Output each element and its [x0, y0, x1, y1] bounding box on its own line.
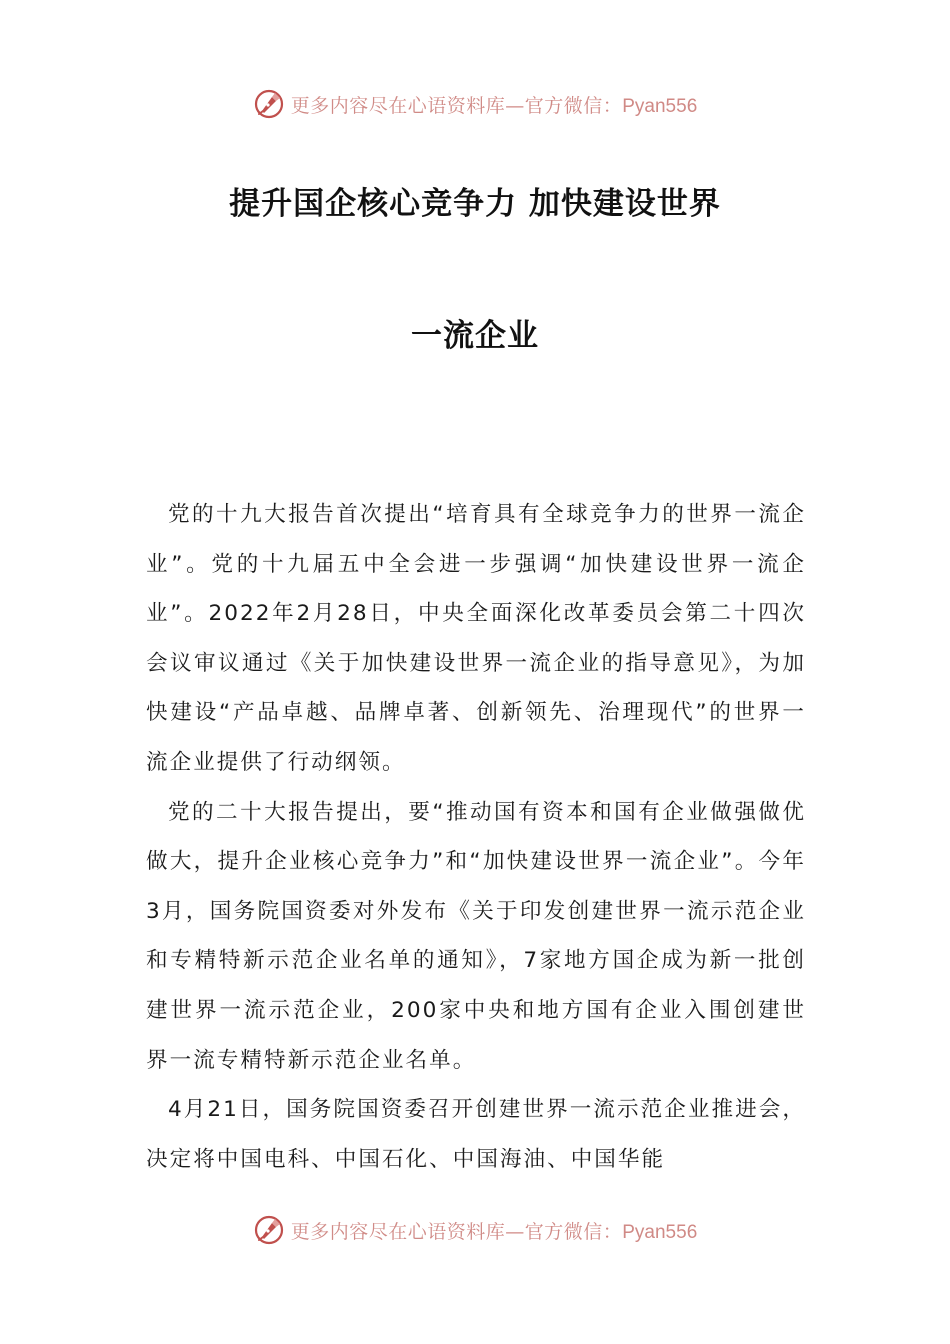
pen-nib-logo-icon	[253, 1214, 285, 1246]
document-body	[146, 490, 806, 1184]
watermark-banner-top	[0, 84, 950, 124]
paragraph-1: 党的十九大报告首次提出“培育具有全球竞争力的世界一流企业”。党的十九届五中全会进一步强调“加快建设世界一流企业”。2022年2月28日，中央全面深化改革委员会第二十四次会议审议通过《关于加快建设世界一流企业的指导意见》，为加快建设“产品卓越、品牌卓著、创新领先、治理现代”的世界一流企业提供了行动纲领。	[146, 502, 806, 775]
watermark-banner-bottom	[0, 1210, 950, 1250]
paragraph-2: 党的二十大报告提出，要“推动国有资本和国有企业做强做优做大，提升企业核心竞争力”和“加快建设世界一流企业”。今年3月，国务院国资委对外发布《关于印发创建世界一流示范企业和专精特新示范企业名单的通知》，7家地方国企成为新一批创建世界一流示范企业，200家中央和地方国有企业入围创建世界一流专精特新示范企业名单。	[146, 799, 806, 1073]
wechat-id: Pyan556	[622, 95, 698, 117]
paragraph-3: 4月21日，国务院国资委召开创建世界一流示范企业推进会，决定将中国电科、中国石化、中国海油、中国华能	[146, 1097, 806, 1172]
watermark-label: 更多内容尽在心语资料库—官方微信：	[290, 94, 623, 117]
wechat-id: Pyan556	[622, 1221, 698, 1243]
document-title-line-2: 一流企业	[411, 318, 539, 354]
watermark-text	[291, 91, 698, 118]
watermark-label: 更多内容尽在心语资料库—官方微信：	[290, 1220, 623, 1243]
document-title-line-1: 提升国企核心竞争力 加快建设世界	[229, 186, 721, 222]
pen-nib-logo-icon	[253, 88, 285, 120]
watermark-text	[291, 1217, 698, 1244]
